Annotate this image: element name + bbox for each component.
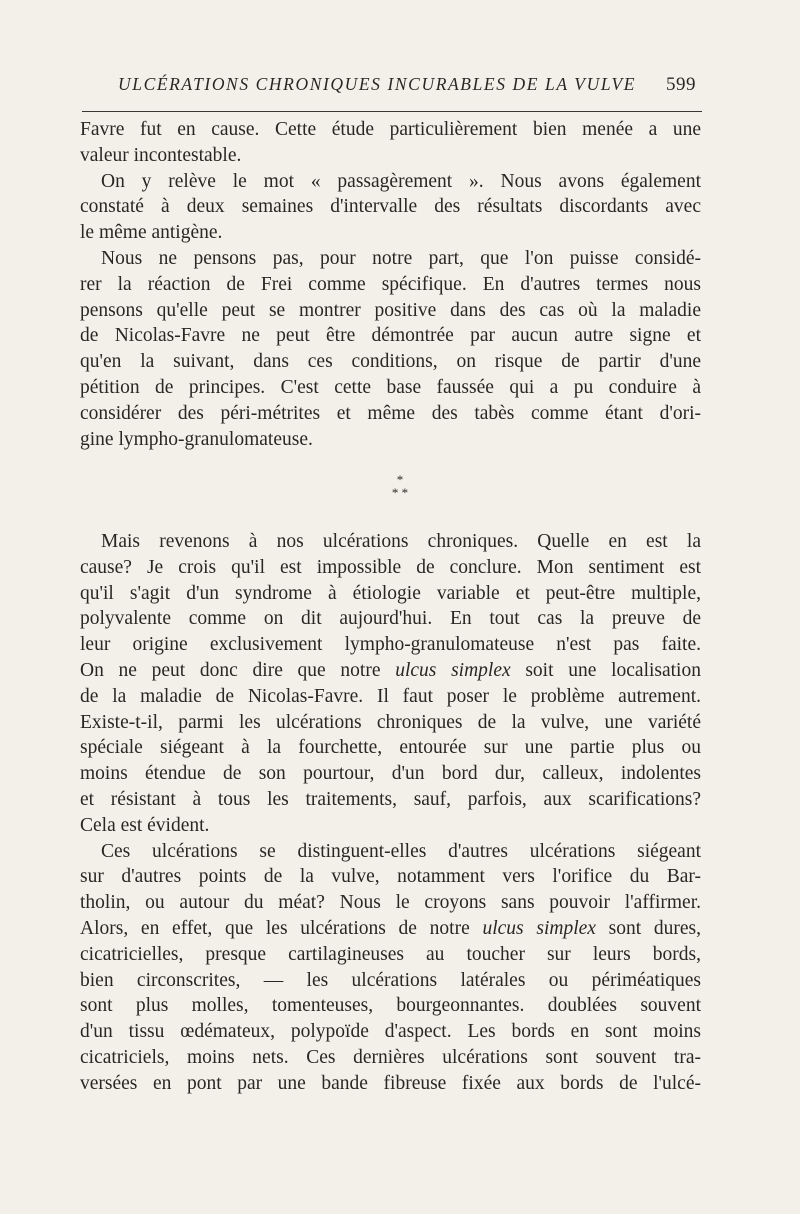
text-line-with-italic bbox=[80, 916, 701, 942]
text-line: leur origine exclusivement lympho-granulomateuse n'est pas faite. bbox=[80, 634, 701, 656]
text-line: et résistant à tous les traitements, sauf, parfois, aux scarifications? bbox=[80, 788, 701, 810]
text-line: rer la réaction de Frei comme spécifique. En d'autres termes nous bbox=[80, 273, 701, 295]
text-line: constaté à deux semaines d'intervalle des résultats discordants avec bbox=[80, 196, 701, 218]
text-line: de Nicolas-Favre ne peut être démontrée par aucun autre signe et bbox=[80, 325, 701, 347]
text-line: Mais revenons à nos ulcérations chroniques. Quelle en est la bbox=[101, 531, 701, 552]
text-segment: On ne peut donc dire que notre bbox=[80, 659, 396, 681]
text-line: valeur incontestable. bbox=[80, 144, 242, 166]
text-line: sur d'autres points de la vulve, notamment vers l'orifice du Bar- bbox=[80, 866, 701, 888]
text-line: Cela est évident. bbox=[80, 814, 210, 836]
asterism-top: * bbox=[396, 472, 404, 487]
text-line: moins étendue de son pourtour, d'un bord dur, calleux, indolentes bbox=[80, 763, 701, 785]
text-line: Favre fut en cause. Cette étude particulièrement bien menée a une bbox=[80, 119, 701, 140]
text-line: le même antigène. bbox=[80, 222, 223, 244]
text-segment: Alors, en effet, que les ulcérations de notre bbox=[80, 917, 483, 939]
asterism-bottom: * * bbox=[391, 485, 409, 500]
text-line: Nous ne pensons pas, pour notre part, que l'on puisse considé- bbox=[101, 247, 701, 269]
lower-text-block bbox=[80, 529, 701, 1097]
italic-term: ulcus simplex bbox=[482, 917, 596, 939]
text-line: gine lympho-granulomateuse. bbox=[80, 428, 313, 450]
header-rule bbox=[82, 111, 702, 112]
text-segment: soit une localisation bbox=[510, 659, 701, 681]
text-segment: sont dures, bbox=[595, 917, 701, 939]
running-title: ULCÉRATIONS CHRONIQUES INCURABLES DE LA VULVE bbox=[118, 74, 637, 94]
text-line: sont plus molles, tomenteuses, bourgeonnantes. doublées souvent bbox=[80, 995, 701, 1017]
page-number: 599 bbox=[666, 74, 696, 95]
text-line-with-italic bbox=[80, 658, 701, 684]
text-line: spéciale siégeant à la fourchette, entourée sur une partie plus ou bbox=[80, 737, 701, 759]
text-line: cause? Je crois qu'il est impossible de conclure. Mon sentiment est bbox=[80, 556, 701, 578]
text-line: pensons qu'elle peut se montrer positive dans des cas où la maladie bbox=[80, 299, 701, 321]
text-line: polyvalente comme on dit aujourd'hui. En tout cas la preuve de bbox=[80, 608, 701, 630]
text-line: cicatricielles, presque cartilagineuses au toucher sur leurs bords, bbox=[80, 943, 701, 965]
text-line: Existe-t-il, parmi les ulcérations chroniques de la vulve, une variété bbox=[80, 711, 701, 733]
upper-text-block bbox=[80, 117, 701, 452]
italic-term: ulcus simplex bbox=[395, 659, 511, 681]
text-line: d'un tissu œdémateux, polypoïde d'aspect. Les bords en sont moins bbox=[80, 1021, 701, 1043]
text-line: Ces ulcérations se distinguent-elles d'autres ulcérations siégeant bbox=[101, 840, 701, 862]
text-line: On y relève le mot « passagèrement ». Nous avons également bbox=[101, 170, 701, 192]
text-line: bien circonscrites, — les ulcérations latérales ou périméatiques bbox=[80, 969, 701, 991]
text-line: tholin, ou autour du méat? Nous le croyons sans pouvoir l'affirmer. bbox=[80, 892, 701, 914]
text-line: de la maladie de Nicolas-Favre. Il faut poser le problème autrement. bbox=[80, 685, 701, 707]
text-line: considérer des péri-métrites et même des tabès comme étant d'ori- bbox=[80, 402, 701, 424]
running-head bbox=[80, 74, 700, 104]
text-line: cicatriciels, moins nets. Ces dernières ulcérations sont souvent tra- bbox=[80, 1046, 701, 1068]
text-line: qu'il s'agit d'un syndrome à étiologie variable et peut-être multiple, bbox=[80, 582, 701, 604]
text-line: qu'en la suivant, dans ces conditions, on risque de partir d'une bbox=[80, 351, 701, 373]
asterism-divider bbox=[380, 473, 420, 499]
text-line: pétition de principes. C'est cette base faussée qui a pu conduire à bbox=[80, 376, 701, 398]
text-line: versées en pont par une bande fibreuse fixée aux bords de l'ulcé- bbox=[80, 1072, 701, 1094]
